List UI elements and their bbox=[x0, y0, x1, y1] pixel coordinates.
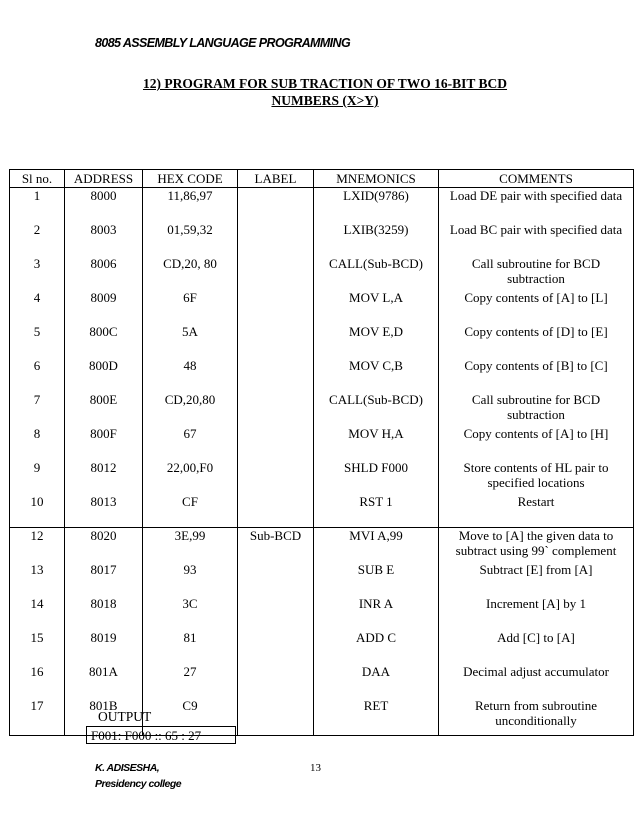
table-row bbox=[10, 596, 634, 630]
col-header-hex-code: HEX CODE bbox=[143, 170, 238, 188]
cell-address: 8009 bbox=[65, 290, 143, 324]
cell-sl: 12 bbox=[10, 528, 65, 562]
program-title-line-1: 12) PROGRAM FOR SUB TRACTION OF TWO 16-BIT BCD bbox=[142, 76, 508, 91]
document-header: 8085 ASSEMBLY LANGUAGE PROGRAMMING bbox=[95, 36, 351, 50]
cell-comment: Load DE pair with specified data bbox=[439, 188, 634, 222]
cell-hex-code: 01,59,32 bbox=[143, 222, 238, 256]
cell-address: 800F bbox=[65, 426, 143, 460]
cell-mnemonic: MOV H,A bbox=[314, 426, 439, 460]
table-row bbox=[10, 664, 634, 698]
cell-address: 8017 bbox=[65, 562, 143, 596]
cell-comment: Copy contents of [A] to [L] bbox=[439, 290, 634, 324]
cell-comment: Call subroutine for BCD subtraction bbox=[439, 256, 634, 290]
cell-hex-code: 5A bbox=[143, 324, 238, 358]
cell-label bbox=[238, 324, 314, 358]
table-row bbox=[10, 324, 634, 358]
cell-address: 8012 bbox=[65, 460, 143, 494]
cell-address: 800E bbox=[65, 392, 143, 426]
cell-label bbox=[238, 630, 314, 664]
output-label: OUTPUT bbox=[98, 709, 152, 724]
cell-mnemonic: CALL(Sub-BCD) bbox=[314, 392, 439, 426]
cell-comment: Subtract [E] from [A] bbox=[439, 562, 634, 596]
table-row bbox=[10, 630, 634, 664]
cell-comment: Decimal adjust accumulator bbox=[439, 664, 634, 698]
cell-sl: 10 bbox=[10, 494, 65, 528]
cell-hex-code: 81 bbox=[143, 630, 238, 664]
cell-mnemonic: ADD C bbox=[314, 630, 439, 664]
cell-comment: Add [C] to [A] bbox=[439, 630, 634, 664]
table-row bbox=[10, 426, 634, 460]
cell-mnemonic: INR A bbox=[314, 596, 439, 630]
table-row bbox=[10, 256, 634, 290]
cell-sl: 4 bbox=[10, 290, 65, 324]
cell-hex-code: CF bbox=[143, 494, 238, 528]
col-header-mnemonics: MNEMONICS bbox=[314, 170, 439, 188]
cell-hex-code: 27 bbox=[143, 664, 238, 698]
cell-address: 8003 bbox=[65, 222, 143, 256]
cell-hex-code: CD,20, 80 bbox=[143, 256, 238, 290]
cell-label bbox=[238, 222, 314, 256]
cell-comment: Copy contents of [A] to [H] bbox=[439, 426, 634, 460]
cell-mnemonic: MOV C,B bbox=[314, 358, 439, 392]
cell-hex-code: 67 bbox=[143, 426, 238, 460]
cell-label bbox=[238, 392, 314, 426]
cell-comment: Move to [A] the given data to subtract using 99` complement bbox=[439, 528, 634, 562]
table-header-row bbox=[10, 170, 634, 188]
program-title bbox=[95, 75, 555, 109]
col-header-address: ADDRESS bbox=[65, 170, 143, 188]
cell-address: 8020 bbox=[65, 528, 143, 562]
table-row bbox=[10, 358, 634, 392]
program-table bbox=[9, 169, 634, 736]
cell-sl: 14 bbox=[10, 596, 65, 630]
output-value-box: F001: F000 :: 65 : 27 bbox=[86, 726, 236, 744]
cell-label bbox=[238, 562, 314, 596]
cell-address: 801B bbox=[65, 698, 143, 736]
cell-label bbox=[238, 426, 314, 460]
cell-mnemonic: MOV E,D bbox=[314, 324, 439, 358]
cell-sl: 9 bbox=[10, 460, 65, 494]
cell-hex-code: 3C bbox=[143, 596, 238, 630]
cell-sl: 5 bbox=[10, 324, 65, 358]
cell-label bbox=[238, 256, 314, 290]
cell-label bbox=[238, 460, 314, 494]
cell-label: Sub-BCD bbox=[238, 528, 314, 562]
cell-sl: 17 bbox=[10, 698, 65, 736]
cell-comment: Return from subroutine unconditionally bbox=[439, 698, 634, 736]
cell-mnemonic: LXIB(3259) bbox=[314, 222, 439, 256]
table-row bbox=[10, 562, 634, 596]
cell-label bbox=[238, 596, 314, 630]
cell-sl: 1 bbox=[10, 188, 65, 222]
cell-address: 801A bbox=[65, 664, 143, 698]
cell-sl: 16 bbox=[10, 664, 65, 698]
cell-mnemonic: LXID(9786) bbox=[314, 188, 439, 222]
table-row bbox=[10, 528, 634, 562]
cell-hex-code: 22,00,F0 bbox=[143, 460, 238, 494]
cell-label bbox=[238, 188, 314, 222]
table-row bbox=[10, 392, 634, 426]
cell-address: 8000 bbox=[65, 188, 143, 222]
col-header-label: LABEL bbox=[238, 170, 314, 188]
cell-sl: 2 bbox=[10, 222, 65, 256]
cell-comment: Increment [A] by 1 bbox=[439, 596, 634, 630]
footer-college: Presidency college bbox=[95, 778, 182, 790]
cell-hex-code: 3E,99 bbox=[143, 528, 238, 562]
cell-address: 8019 bbox=[65, 630, 143, 664]
cell-mnemonic: RST 1 bbox=[314, 494, 439, 528]
cell-comment: Load BC pair with specified data bbox=[439, 222, 634, 256]
table-row bbox=[10, 222, 634, 256]
program-title-line-2: NUMBERS (X>Y) bbox=[271, 93, 379, 108]
footer-author: K. ADISESHA, bbox=[95, 762, 160, 774]
cell-mnemonic: MOV L,A bbox=[314, 290, 439, 324]
cell-hex-code: 48 bbox=[143, 358, 238, 392]
cell-mnemonic: RET bbox=[314, 698, 439, 736]
table-row bbox=[10, 188, 634, 222]
cell-label bbox=[238, 698, 314, 736]
cell-address: 8018 bbox=[65, 596, 143, 630]
cell-comment: Call subroutine for BCD subtraction bbox=[439, 392, 634, 426]
cell-comment: Store contents of HL pair to specified locations bbox=[439, 460, 634, 494]
cell-address: 800D bbox=[65, 358, 143, 392]
cell-mnemonic: SUB E bbox=[314, 562, 439, 596]
cell-sl: 13 bbox=[10, 562, 65, 596]
col-header-comments: COMMENTS bbox=[439, 170, 634, 188]
cell-sl: 7 bbox=[10, 392, 65, 426]
cell-sl: 6 bbox=[10, 358, 65, 392]
cell-mnemonic: DAA bbox=[314, 664, 439, 698]
cell-comment: Copy contents of [B] to [C] bbox=[439, 358, 634, 392]
table-row bbox=[10, 460, 634, 494]
cell-hex-code: 6F bbox=[143, 290, 238, 324]
cell-address: 8013 bbox=[65, 494, 143, 528]
cell-address: 8006 bbox=[65, 256, 143, 290]
col-header-sl: Sl no. bbox=[10, 170, 65, 188]
cell-mnemonic: SHLD F000 bbox=[314, 460, 439, 494]
table-row bbox=[10, 290, 634, 324]
cell-sl: 3 bbox=[10, 256, 65, 290]
cell-hex-code: CD,20,80 bbox=[143, 392, 238, 426]
cell-comment: Restart bbox=[439, 494, 634, 528]
cell-hex-code: 11,86,97 bbox=[143, 188, 238, 222]
footer-author-block bbox=[95, 760, 181, 792]
cell-mnemonic: MVI A,99 bbox=[314, 528, 439, 562]
cell-label bbox=[238, 358, 314, 392]
cell-hex-code: 93 bbox=[143, 562, 238, 596]
table-row bbox=[10, 494, 634, 528]
cell-label bbox=[238, 494, 314, 528]
cell-hex-code: C9 bbox=[143, 698, 238, 736]
cell-mnemonic: CALL(Sub-BCD) bbox=[314, 256, 439, 290]
cell-address: 800C bbox=[65, 324, 143, 358]
cell-label bbox=[238, 664, 314, 698]
cell-sl: 8 bbox=[10, 426, 65, 460]
cell-comment: Copy contents of [D] to [E] bbox=[439, 324, 634, 358]
page-number: 13 bbox=[310, 762, 321, 774]
cell-sl: 15 bbox=[10, 630, 65, 664]
cell-label bbox=[238, 290, 314, 324]
